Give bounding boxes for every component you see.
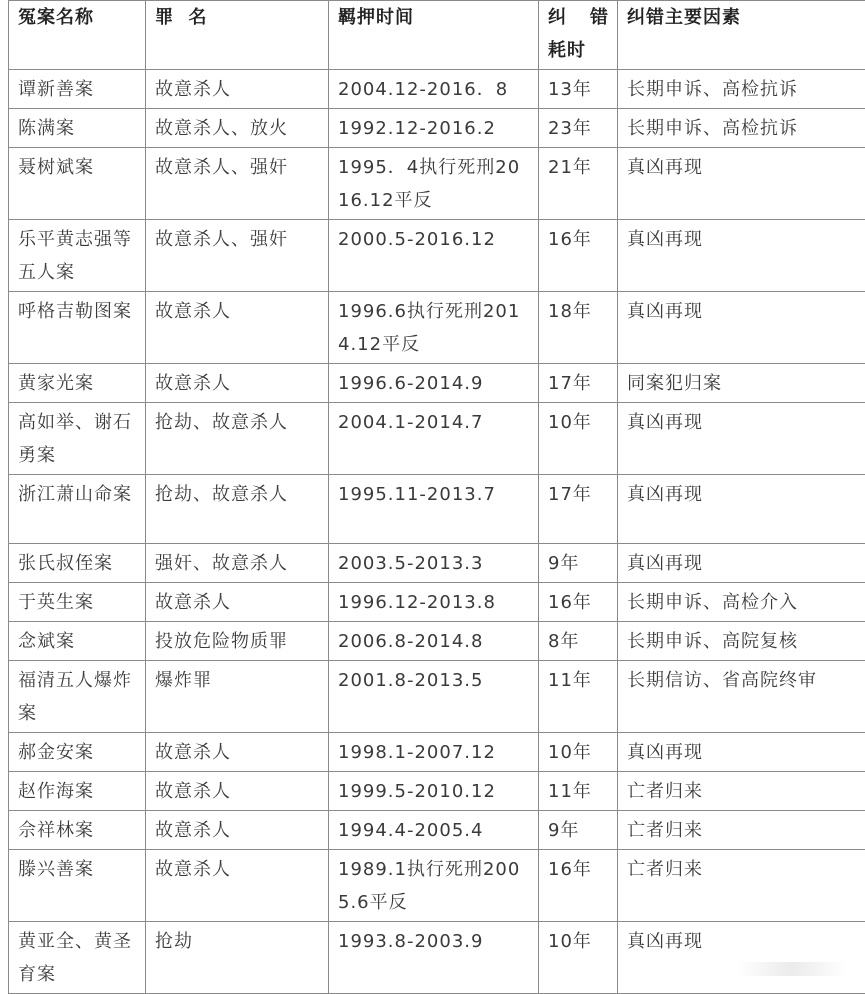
row-reason: 真凶再现 <box>618 733 865 772</box>
table-row <box>9 622 865 661</box>
table-row <box>9 220 865 292</box>
row-reason: 长期申诉、高检抗诉 <box>618 109 865 148</box>
row-duration: 11年 <box>539 661 618 733</box>
row-detention: 2003.5-2013.3 <box>329 544 539 583</box>
row-crime: 故意杀人 <box>146 772 329 811</box>
header-case-name: 冤案名称 <box>9 1 146 70</box>
row-case-name: 黄亚全、黄圣育案 <box>9 922 146 994</box>
row-case-name: 念斌案 <box>9 622 146 661</box>
row-case-name: 浙江萧山命案 <box>9 475 146 544</box>
row-reason: 真凶再现 <box>618 292 865 364</box>
header-crime: 罪 名 <box>146 1 329 70</box>
row-crime: 故意杀人、放火 <box>146 109 329 148</box>
row-detention: 1999.5-2010.12 <box>329 772 539 811</box>
table-row <box>9 364 865 403</box>
row-case-name: 呼格吉勒图案 <box>9 292 146 364</box>
row-crime: 强奸、故意杀人 <box>146 544 329 583</box>
row-crime: 故意杀人 <box>146 364 329 403</box>
table-row <box>9 850 865 922</box>
row-reason: 亡者归来 <box>618 772 865 811</box>
row-detention: 2004.1-2014.7 <box>329 403 539 475</box>
header-duration: 纠 错耗时 <box>539 1 618 70</box>
row-duration: 9年 <box>539 811 618 850</box>
row-reason: 亡者归来 <box>618 850 865 922</box>
row-crime: 故意杀人 <box>146 70 329 109</box>
table-body <box>9 70 865 994</box>
row-reason: 真凶再现 <box>618 475 865 544</box>
table-row <box>9 733 865 772</box>
table-row <box>9 292 865 364</box>
row-detention: 1995．4执行死刑2016.12平反 <box>329 148 539 220</box>
row-reason: 同案犯归案 <box>618 364 865 403</box>
row-duration: 10年 <box>539 922 618 994</box>
row-detention: 1992.12-2016.2 <box>329 109 539 148</box>
table-row <box>9 544 865 583</box>
row-case-name: 于英生案 <box>9 583 146 622</box>
row-reason: 长期信访、省高院终审 <box>618 661 865 733</box>
row-crime: 故意杀人 <box>146 733 329 772</box>
header-detention: 羁押时间 <box>329 1 539 70</box>
watermark <box>737 962 847 976</box>
row-crime: 故意杀人 <box>146 292 329 364</box>
row-detention: 1993.8-2003.9 <box>329 922 539 994</box>
row-reason: 真凶再现 <box>618 544 865 583</box>
row-case-name: 高如举、谢石勇案 <box>9 403 146 475</box>
table-row <box>9 70 865 109</box>
row-case-name: 聂树斌案 <box>9 148 146 220</box>
row-detention: 2001.8-2013.5 <box>329 661 539 733</box>
row-duration: 16年 <box>539 220 618 292</box>
table-row <box>9 811 865 850</box>
row-case-name: 谭新善案 <box>9 70 146 109</box>
row-duration: 8年 <box>539 622 618 661</box>
table-row <box>9 403 865 475</box>
row-crime: 故意杀人 <box>146 850 329 922</box>
table-header-row <box>9 1 865 70</box>
row-duration: 9年 <box>539 544 618 583</box>
table-row <box>9 661 865 733</box>
row-detention: 1989.1执行死刑2005.6平反 <box>329 850 539 922</box>
row-case-name: 黄家光案 <box>9 364 146 403</box>
row-crime: 抢劫、故意杀人 <box>146 403 329 475</box>
table-row <box>9 583 865 622</box>
row-reason: 亡者归来 <box>618 811 865 850</box>
row-detention: 2000.5-2016.12 <box>329 220 539 292</box>
row-reason: 真凶再现 <box>618 148 865 220</box>
row-case-name: 滕兴善案 <box>9 850 146 922</box>
row-detention: 2004.12-2016．8 <box>329 70 539 109</box>
header-reason: 纠错主要因素 <box>618 1 865 70</box>
row-case-name: 张氏叔侄案 <box>9 544 146 583</box>
row-detention: 1996.6执行死刑2014.12平反 <box>329 292 539 364</box>
table-row <box>9 148 865 220</box>
table-row <box>9 922 865 994</box>
row-duration: 10年 <box>539 733 618 772</box>
row-crime: 故意杀人、强奸 <box>146 220 329 292</box>
row-duration: 23年 <box>539 109 618 148</box>
row-reason: 长期申诉、高检抗诉 <box>618 70 865 109</box>
row-crime: 爆炸罪 <box>146 661 329 733</box>
row-duration: 10年 <box>539 403 618 475</box>
row-case-name: 陈满案 <box>9 109 146 148</box>
row-duration: 18年 <box>539 292 618 364</box>
row-detention: 1998.1-2007.12 <box>329 733 539 772</box>
row-detention: 1996.12-2013.8 <box>329 583 539 622</box>
row-crime: 抢劫 <box>146 922 329 994</box>
table-row <box>9 772 865 811</box>
row-crime: 故意杀人 <box>146 811 329 850</box>
document-page <box>8 0 865 994</box>
row-duration: 16年 <box>539 583 618 622</box>
row-duration: 17年 <box>539 364 618 403</box>
wrongful-convictions-table <box>8 0 865 994</box>
row-duration: 16年 <box>539 850 618 922</box>
row-case-name: 乐平黄志强等五人案 <box>9 220 146 292</box>
row-crime: 投放危险物质罪 <box>146 622 329 661</box>
row-duration: 17年 <box>539 475 618 544</box>
row-case-name: 赵作海案 <box>9 772 146 811</box>
row-duration: 11年 <box>539 772 618 811</box>
row-case-name: 郝金安案 <box>9 733 146 772</box>
table-row <box>9 109 865 148</box>
row-reason: 长期申诉、高检介入 <box>618 583 865 622</box>
row-reason: 真凶再现 <box>618 922 865 994</box>
row-detention: 2006.8-2014.8 <box>329 622 539 661</box>
row-detention: 1996.6-2014.9 <box>329 364 539 403</box>
row-case-name: 福清五人爆炸案 <box>9 661 146 733</box>
row-reason: 真凶再现 <box>618 403 865 475</box>
table-row <box>9 475 865 544</box>
row-crime: 抢劫、故意杀人 <box>146 475 329 544</box>
row-reason: 长期申诉、高院复核 <box>618 622 865 661</box>
row-detention: 1994.4-2005.4 <box>329 811 539 850</box>
row-duration: 21年 <box>539 148 618 220</box>
row-crime: 故意杀人 <box>146 583 329 622</box>
row-case-name: 佘祥林案 <box>9 811 146 850</box>
row-duration: 13年 <box>539 70 618 109</box>
row-reason: 真凶再现 <box>618 220 865 292</box>
row-crime: 故意杀人、强奸 <box>146 148 329 220</box>
row-detention: 1995.11-2013.7 <box>329 475 539 544</box>
